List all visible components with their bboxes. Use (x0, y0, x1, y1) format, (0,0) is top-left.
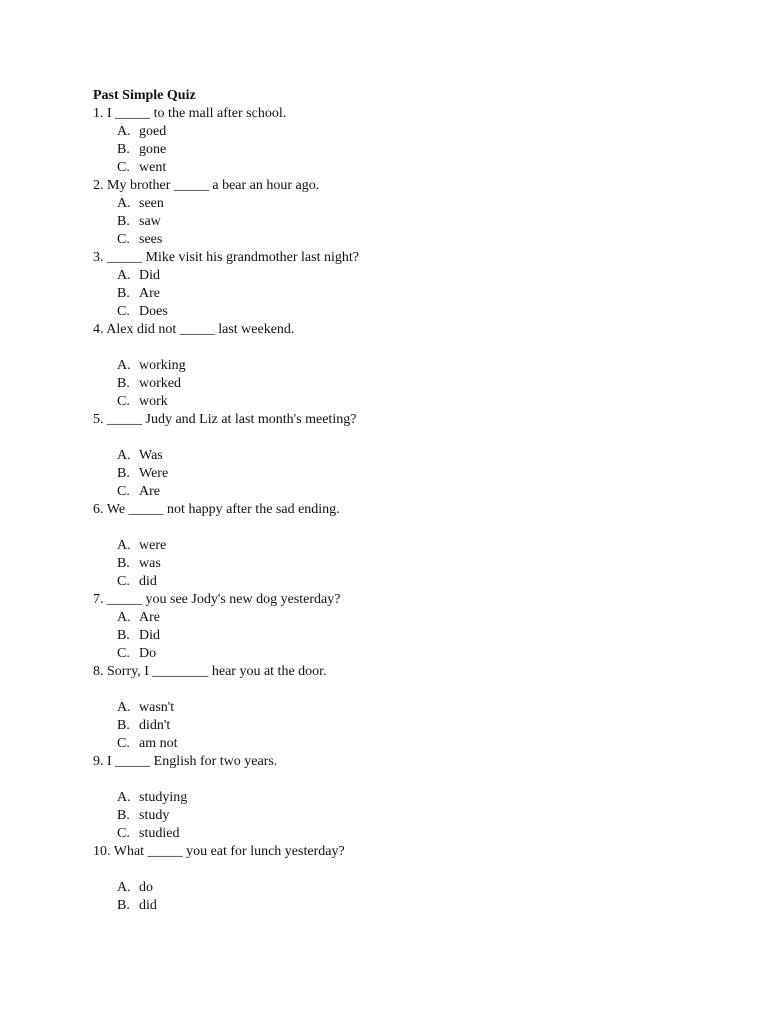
answer-option (93, 231, 733, 249)
blank-line (93, 519, 733, 537)
question-item (93, 663, 733, 753)
option-letter: B. (117, 466, 130, 481)
option-letter: A. (117, 880, 131, 895)
question-text: 3. _____ Mike visit his grandmother last night? (93, 250, 359, 265)
option-text: Was (139, 448, 163, 463)
answer-option (93, 717, 733, 735)
option-letter: B. (117, 628, 130, 643)
question-item (93, 321, 733, 411)
option-text: studied (139, 826, 180, 841)
option-letter: C. (117, 574, 130, 589)
answer-option (93, 627, 733, 645)
option-text: gone (139, 142, 167, 157)
option-letter: B. (117, 556, 130, 571)
question-text: 6. We _____ not happy after the sad ending. (93, 502, 340, 517)
option-letter: C. (117, 394, 130, 409)
answer-option (93, 357, 733, 375)
option-text: Do (139, 646, 157, 661)
option-text: working (139, 358, 186, 373)
option-text: Were (139, 466, 169, 481)
option-text: work (139, 394, 168, 409)
option-letter: B. (117, 142, 130, 157)
option-text: saw (139, 214, 161, 229)
answer-option (93, 483, 733, 501)
option-text: did (139, 574, 157, 589)
option-list (93, 609, 733, 663)
question-item (93, 753, 733, 843)
answer-option (93, 285, 733, 303)
answer-option (93, 825, 733, 843)
option-text: am not (139, 736, 178, 751)
option-letter: A. (117, 124, 131, 139)
question-item (93, 843, 733, 915)
question-item (93, 105, 733, 177)
question-item (93, 501, 733, 591)
option-letter: B. (117, 718, 130, 733)
option-letter: A. (117, 610, 131, 625)
option-text: didn't (139, 718, 171, 733)
option-letter: B. (117, 898, 130, 913)
option-letter: A. (117, 448, 131, 463)
option-text: wasn't (139, 700, 175, 715)
option-letter: C. (117, 304, 130, 319)
option-text: Are (139, 484, 160, 499)
answer-option (93, 645, 733, 663)
option-letter: A. (117, 196, 131, 211)
answer-option (93, 465, 733, 483)
answer-option (93, 879, 733, 897)
answer-option (93, 159, 733, 177)
option-letter: B. (117, 286, 130, 301)
question-text: 9. I _____ English for two years. (93, 754, 278, 769)
option-letter: C. (117, 484, 130, 499)
question-text: 7. _____ you see Jody's new dog yesterday? (93, 592, 341, 607)
question-item (93, 177, 733, 249)
answer-option (93, 303, 733, 321)
answer-option (93, 195, 733, 213)
option-text: Did (139, 268, 160, 283)
blank-line (93, 429, 733, 447)
answer-option (93, 213, 733, 231)
option-letter: C. (117, 646, 130, 661)
quiz-page (93, 87, 733, 915)
option-list (93, 357, 733, 411)
option-text: did (139, 898, 157, 913)
question-text: 10. What _____ you eat for lunch yesterday? (93, 844, 345, 859)
answer-option (93, 375, 733, 393)
question-text: 8. Sorry, I ________ hear you at the door. (93, 664, 327, 679)
question-text: 5. _____ Judy and Liz at last month's meeting? (93, 412, 357, 427)
blank-line (93, 339, 733, 357)
option-text: Are (139, 286, 160, 301)
option-text: was (139, 556, 161, 571)
answer-option (93, 807, 733, 825)
option-text: study (139, 808, 170, 823)
option-letter: A. (117, 790, 131, 805)
option-letter: A. (117, 700, 131, 715)
option-letter: A. (117, 538, 131, 553)
answer-option (93, 447, 733, 465)
quiz-title: Past Simple Quiz (93, 88, 196, 103)
option-text: were (139, 538, 167, 553)
answer-option (93, 789, 733, 807)
answer-option (93, 609, 733, 627)
option-list (93, 267, 733, 321)
answer-option (93, 537, 733, 555)
question-item (93, 249, 733, 321)
option-list (93, 537, 733, 591)
question-text: 1. I _____ to the mall after school. (93, 106, 287, 121)
option-letter: B. (117, 376, 130, 391)
blank-line (93, 861, 733, 879)
option-list (93, 789, 733, 843)
option-list (93, 879, 733, 915)
answer-option (93, 393, 733, 411)
option-list (93, 123, 733, 177)
option-text: seen (139, 196, 164, 211)
question-text: 4. Alex did not _____ last weekend. (93, 322, 295, 337)
option-text: studying (139, 790, 188, 805)
option-text: Are (139, 610, 160, 625)
answer-option (93, 699, 733, 717)
option-letter: B. (117, 808, 130, 823)
option-list (93, 699, 733, 753)
option-text: worked (139, 376, 181, 391)
option-text: do (139, 880, 153, 895)
question-item (93, 411, 733, 501)
blank-line (93, 681, 733, 699)
option-text: Does (139, 304, 168, 319)
option-text: goed (139, 124, 167, 139)
answer-option (93, 123, 733, 141)
answer-option (93, 897, 733, 915)
question-text: 2. My brother _____ a bear an hour ago. (93, 178, 320, 193)
option-letter: A. (117, 358, 131, 373)
option-letter: B. (117, 214, 130, 229)
answer-option (93, 573, 733, 591)
answer-option (93, 267, 733, 285)
option-letter: C. (117, 736, 130, 751)
option-letter: A. (117, 268, 131, 283)
option-letter: C. (117, 826, 130, 841)
question-item (93, 591, 733, 663)
option-letter: C. (117, 232, 130, 247)
option-letter: C. (117, 160, 130, 175)
option-text: went (139, 160, 167, 175)
blank-line (93, 771, 733, 789)
answer-option (93, 141, 733, 159)
answer-option (93, 735, 733, 753)
option-text: Did (139, 628, 160, 643)
option-list (93, 447, 733, 501)
option-text: sees (139, 232, 163, 247)
option-list (93, 195, 733, 249)
answer-option (93, 555, 733, 573)
question-list (93, 105, 733, 915)
